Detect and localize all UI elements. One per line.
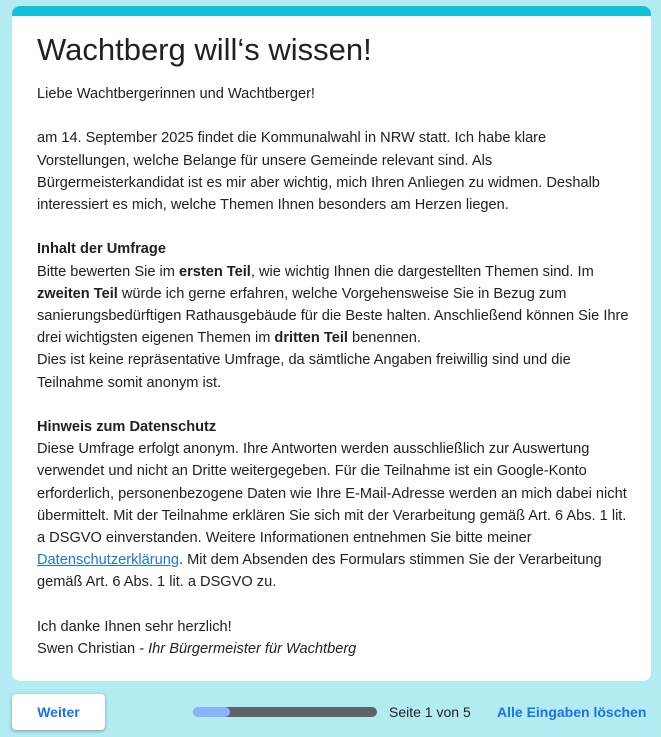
privacy-paragraph: Diese Umfrage erfolgt anonym. Ihre Antworten werden ausschließlich zur Auswertung verwendet und nicht an Dritte weitergegeben. Für die Teilnahme ist ein Google-Konto erforderlich, personenbezogene Daten wie Ihre E-Mail-Adresse werden an mich dabei nicht übermittelt. Mit der Teilnahme erklären Sie sich mit der Verarbeitung gemäß Art. 6 Abs. 1 lit. a DSGVO einverstanden. Weitere Informationen entnehmen Sie bitte meiner Datenschutzerklärung. Mit dem Absenden des Formulars stimmen Sie der Verarbeitung gemäß Art. 6 Abs. 1 lit. a DSGVO zu. — [37, 441, 627, 591]
page-indicator: Seite 1 von 5 — [389, 704, 471, 720]
greeting-text: Liebe Wachtbergerinnen und Wachtberger! — [37, 86, 315, 102]
clear-form-button[interactable]: Alle Eingaben löschen — [493, 696, 650, 728]
form-header-card — [12, 6, 651, 681]
next-button[interactable]: Weiter — [12, 694, 105, 730]
content-heading: Inhalt der Umfrage — [37, 241, 166, 258]
privacy-heading: Hinweis zum Datenschutz — [37, 419, 217, 435]
progress-bar — [193, 707, 377, 717]
content-paragraph: Bitte bewerten Sie im ersten Teil, wie wichtig Ihnen die dargestellten Themen sind. Im zweiten Teil würde ich gerne erfahren, welche Vorgehensweise Sie in Bezug zum sanierungsbedürftigen Rathausgebäude für die Beste halten. Anschließend können Sie Ihre drei wichtigsten eigenen Themen im dritten Teil benennen. — [37, 263, 629, 347]
progress-bar-fill — [193, 707, 230, 717]
form-description — [37, 83, 631, 660]
intro-text: am 14. September 2025 findet die Kommunalwahl in NRW statt. Ich habe klare Vorstellungen, welche Belange für unsere Gemeinde relevant sind. Als Bürgermeisterkandidat ist es mir aber wichtig, mich Ihren Anliegen zu widmen. Deshalb interessiert es mich, welche Themen Ihnen besonders am Herzen liegen. — [37, 130, 600, 213]
content-note: Dies ist keine repräsentative Umfrage, da sämtliche Angaben freiwillig sind und die Teilnahme somit anonym ist. — [37, 352, 571, 391]
signature: Swen Christian - Ihr Bürgermeister für Wachtberg — [37, 641, 357, 658]
form-header-body — [37, 30, 631, 660]
privacy-policy-link[interactable]: Datenschutzerklärung — [37, 552, 179, 569]
card-accent-bar — [12, 6, 651, 16]
thanks-text: Ich danke Ihnen sehr herzlich! — [37, 618, 232, 635]
form-title: Wachtberg will‘s wissen! — [37, 32, 372, 67]
form-footer — [0, 688, 661, 737]
